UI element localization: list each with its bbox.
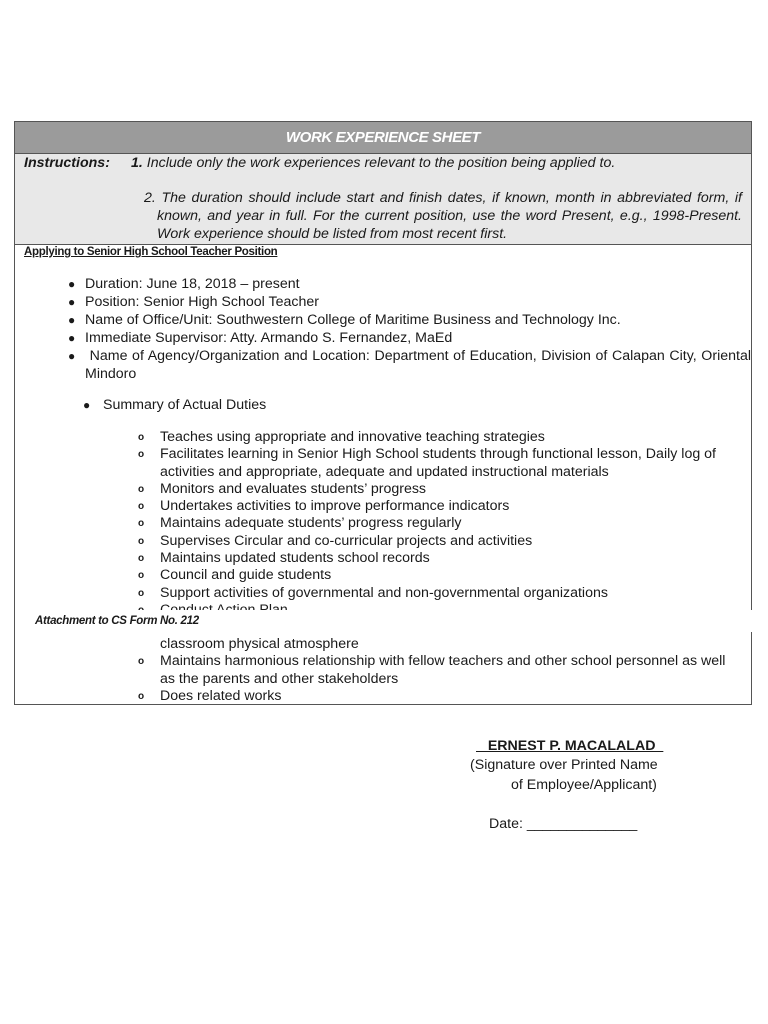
- instructions-box: [15, 154, 751, 245]
- list-item: [68, 311, 751, 329]
- applying-position-heading: Applying to Senior High School Teacher Position: [24, 246, 278, 258]
- instructions-label: Instructions:: [24, 155, 110, 171]
- instruction-item-1-text: Include only the work experiences relevant to the position being applied to.: [146, 155, 616, 171]
- instruction-item-1-number: 1.: [131, 155, 143, 171]
- signature-caption-line-2: of Employee/Applicant): [511, 777, 657, 793]
- circle-bullet-icon: o: [138, 449, 145, 461]
- circle-bullet-icon: o: [138, 570, 145, 582]
- duties-list-continued: [138, 636, 738, 705]
- list-item: [138, 533, 738, 550]
- sheet-title: WORK EXPERIENCE SHEET: [15, 122, 751, 154]
- bullet-icon: ●: [68, 349, 76, 363]
- supervisor-text: Immediate Supervisor: Atty. Armando S. Fernandez, MaEd: [85, 330, 453, 346]
- circle-bullet-icon: o: [138, 432, 145, 443]
- duty-text: Teaches using appropriate and innovative teaching strategies: [160, 429, 545, 445]
- circle-bullet-icon: o: [138, 535, 145, 547]
- circle-bullet-icon: o: [138, 587, 145, 599]
- duty-text: Monitors and evaluates students’ progress: [160, 480, 427, 497]
- duty-text: Maintains harmonious relationship with fellow teachers and other school personnel as well as the parents and other stakeholders: [160, 653, 726, 687]
- list-item: [68, 293, 751, 311]
- list-item: [138, 567, 738, 584]
- duty-text: Maintains adequate students’ progress regularly: [160, 515, 462, 532]
- list-item: [68, 275, 751, 293]
- circle-bullet-icon: o: [138, 518, 145, 530]
- list-item: [138, 481, 738, 498]
- page-footer-band: [15, 610, 755, 632]
- duty-text: Maintains updated students school records: [160, 550, 430, 567]
- duty-text: Undertakes activities to improve performance indicators: [160, 498, 510, 515]
- duty-text: Supervises Circular and co-curricular projects and activities: [160, 532, 533, 549]
- bullet-icon: ●: [68, 331, 76, 345]
- bullet-icon: ●: [68, 295, 76, 309]
- list-item: [68, 347, 755, 383]
- list-item: [138, 636, 738, 653]
- duty-text: Does related works: [160, 687, 282, 704]
- attachment-footer: Attachment to CS Form No. 212: [35, 615, 199, 627]
- duty-text: Council and guide students: [160, 567, 332, 584]
- list-item: [138, 515, 738, 532]
- circle-bullet-icon: o: [138, 553, 145, 565]
- duties-list: [138, 429, 738, 619]
- duty-text: classroom physical atmosphere: [160, 636, 359, 652]
- signature-caption-line-1: (Signature over Printed Name: [470, 757, 658, 773]
- circle-bullet-icon: o: [138, 656, 145, 668]
- list-item: [138, 550, 738, 567]
- office-text: Name of Office/Unit: Southwestern College of Maritime Business and Technology Inc.: [85, 312, 621, 328]
- instruction-item-1: [131, 155, 615, 171]
- list-item: [138, 446, 738, 481]
- list-item: [68, 329, 751, 347]
- bullet-icon: ●: [83, 398, 91, 412]
- circle-bullet-icon: o: [138, 501, 145, 513]
- instruction-item-2: 2. The duration should include start and finish dates, if known, month in abbreviated form, if known, and year in full. For the current position, use the word Present, e.g., 1998-Present. Work experience should be listed from most recent first.: [144, 190, 742, 242]
- summary-heading: [83, 397, 266, 413]
- bullet-icon: ●: [68, 313, 76, 327]
- date-field[interactable]: Date: ______________: [489, 816, 638, 832]
- agency-text: Name of Agency/Organization and Location: Department of Education, Division of Calapan City, Oriental Mindoro: [85, 348, 755, 382]
- summary-label: Summary of Actual Duties: [103, 397, 267, 413]
- list-item: [138, 498, 738, 515]
- circle-bullet-icon: o: [138, 483, 145, 495]
- list-item: [138, 585, 738, 602]
- bullet-icon: ●: [68, 277, 76, 291]
- experience-details-list: [68, 275, 755, 383]
- duty-text: Support activities of governmental and non-governmental organizations: [160, 584, 608, 601]
- circle-bullet-icon: o: [138, 690, 145, 702]
- list-item: [138, 653, 738, 688]
- list-item: [138, 688, 738, 705]
- position-text: Position: Senior High School Teacher: [85, 294, 319, 310]
- signatory-name: ERNEST P. MACALALAD: [476, 738, 664, 754]
- list-item: [138, 429, 738, 446]
- duty-text: Facilitates learning in Senior High School students through functional lesson, Daily log of activities and appropriate, adequate and updated instructional materials: [160, 446, 716, 480]
- duration-text: Duration: June 18, 2018 – present: [85, 276, 300, 292]
